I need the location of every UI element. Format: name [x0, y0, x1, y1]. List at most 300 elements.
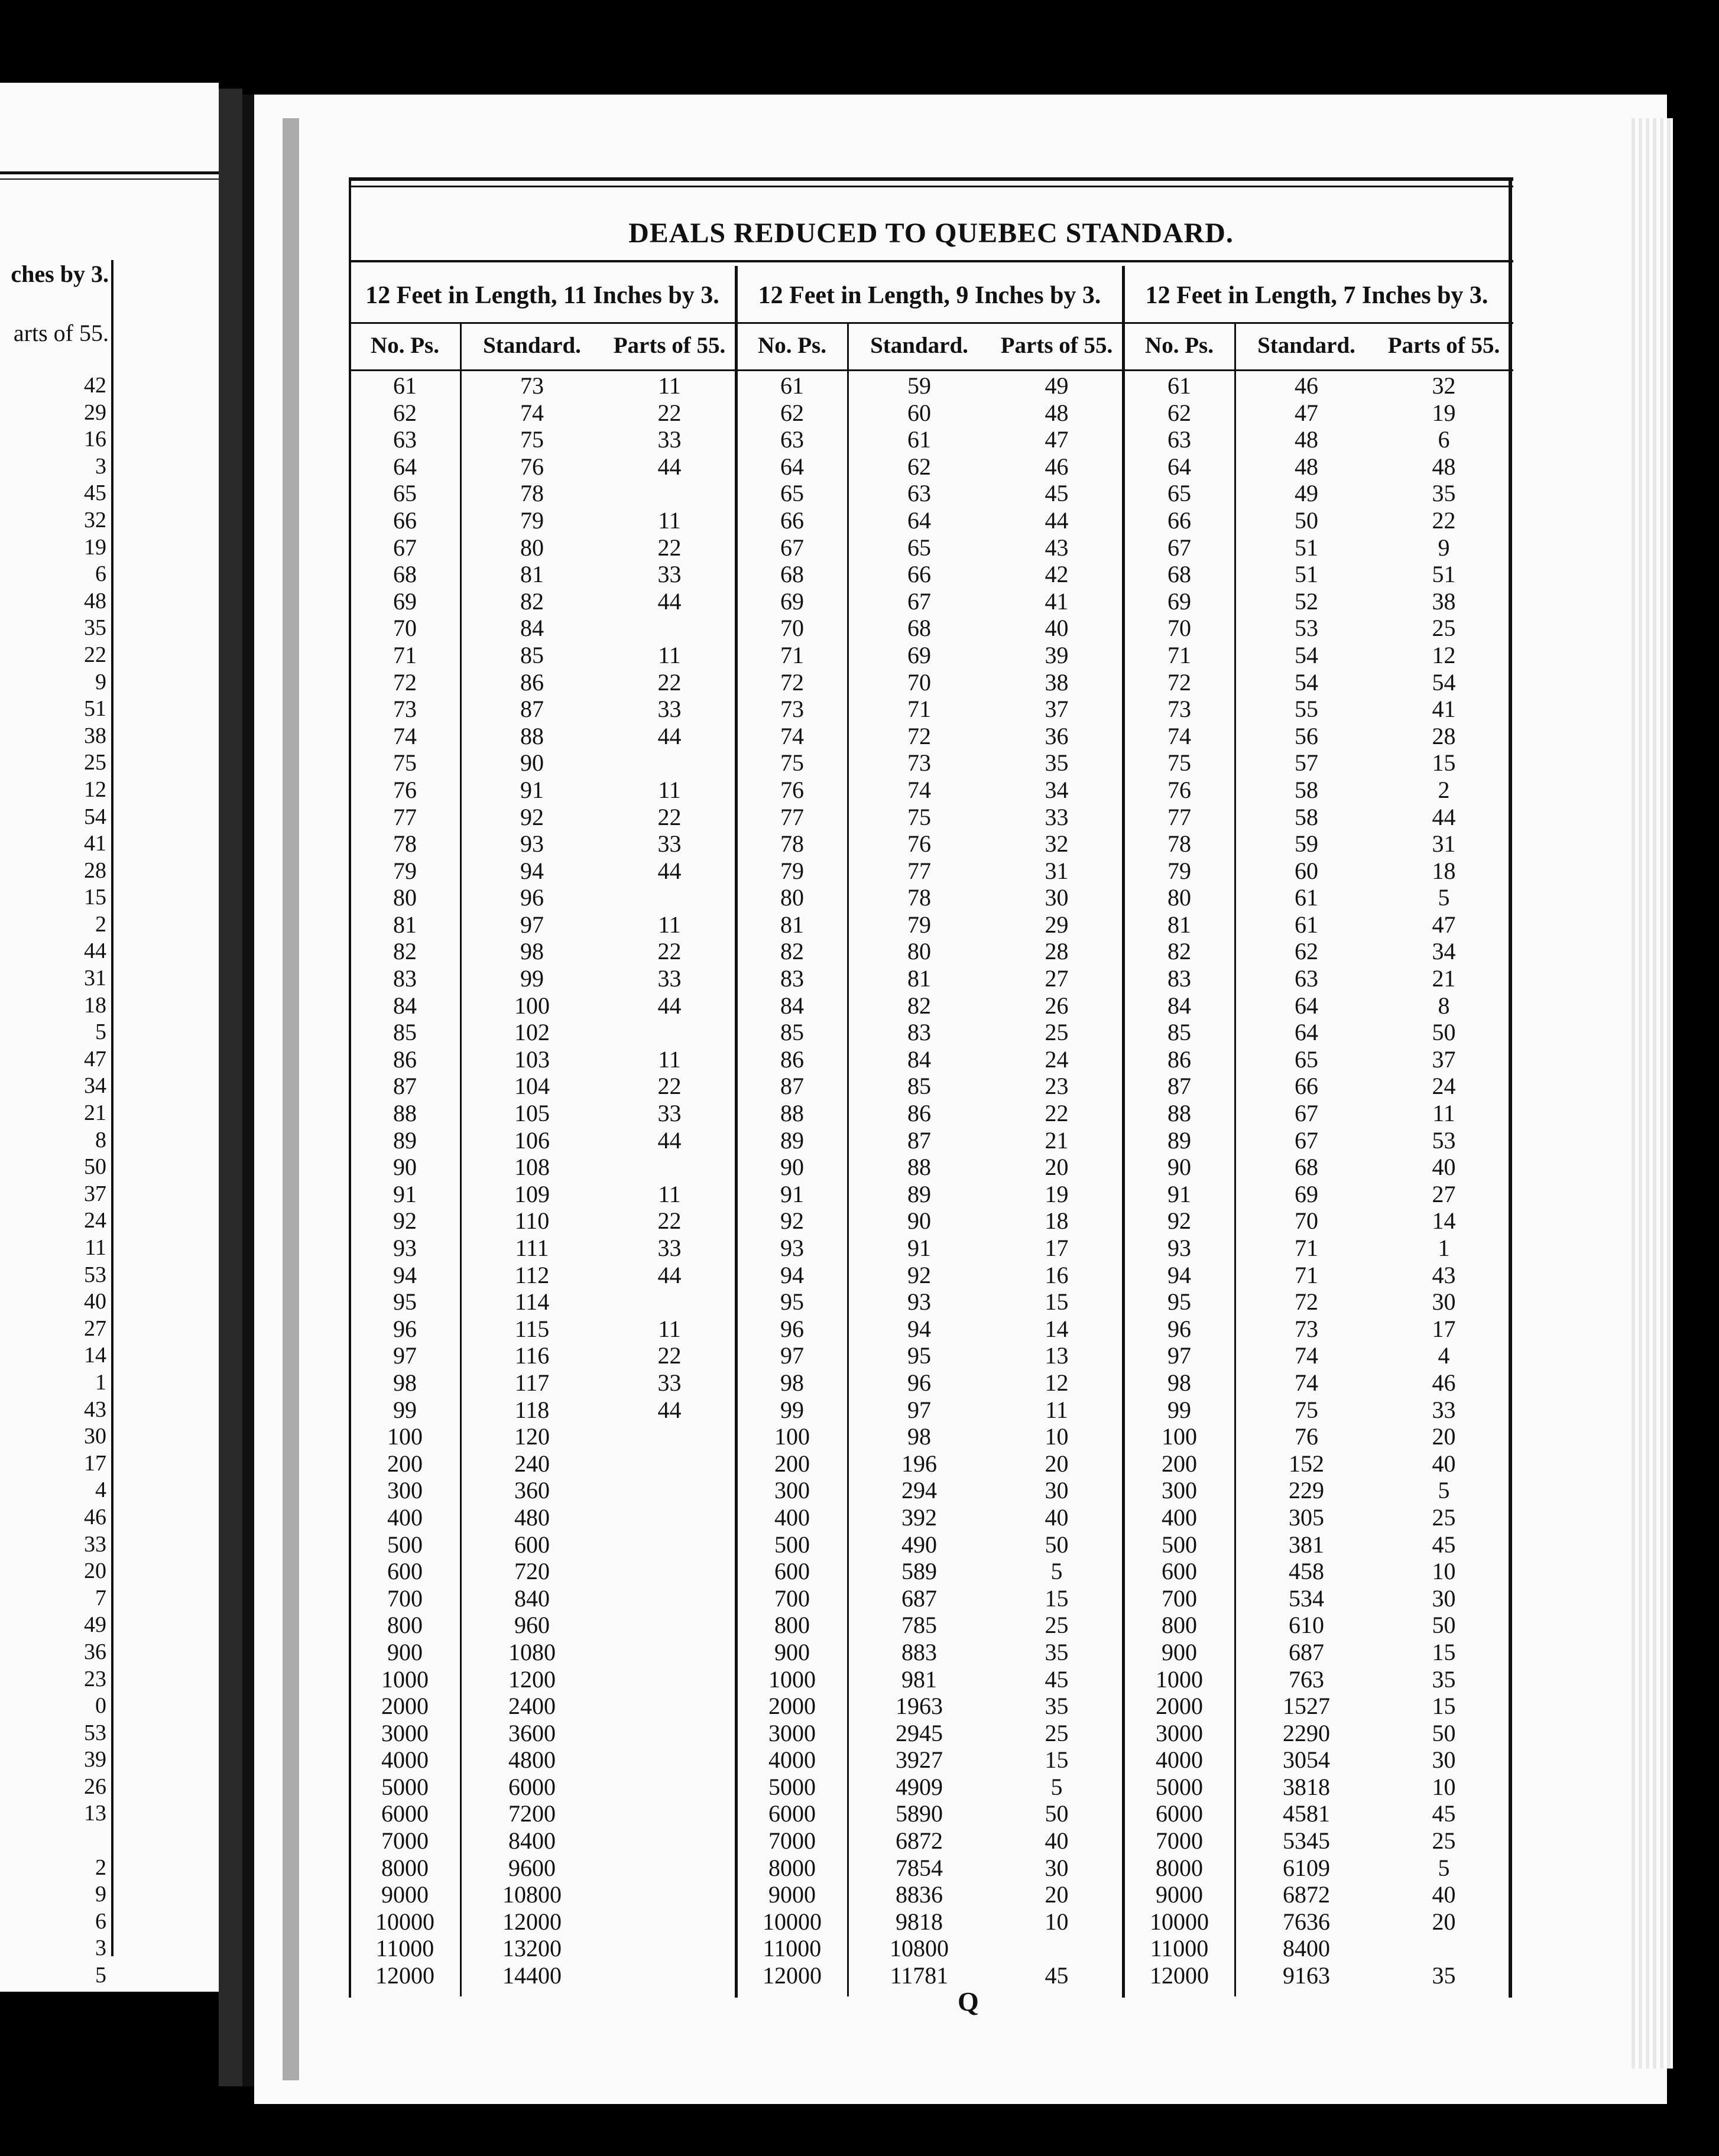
- table-cell: 12000: [1150, 1962, 1209, 1989]
- table-cell: 8400: [1283, 1935, 1330, 1962]
- table-cell: 103: [514, 1045, 550, 1073]
- table-cell: 89: [907, 1180, 931, 1207]
- table-cell: 53: [1432, 1126, 1456, 1154]
- table-cell: 96: [1167, 1315, 1191, 1342]
- left-parts-cell: 3: [95, 1936, 106, 1961]
- table-cell: 50: [1045, 1531, 1069, 1558]
- table-cell: 17: [1045, 1235, 1069, 1261]
- table-cell: 200: [1162, 1450, 1197, 1477]
- left-parts-cell: 40: [84, 1289, 106, 1314]
- table-cell: 720: [514, 1558, 550, 1585]
- table-cell: 381: [1289, 1531, 1324, 1558]
- table-cell: 95: [1167, 1288, 1191, 1316]
- table-cell: 120: [514, 1423, 550, 1450]
- left-parts-cell: 33: [84, 1531, 106, 1557]
- left-parts-cell: 17: [84, 1450, 106, 1476]
- table-cell: [603, 1693, 736, 1720]
- table-cell: 67: [907, 587, 931, 615]
- table-cell: 75: [1167, 749, 1191, 777]
- table-cell: 11781: [890, 1962, 949, 1989]
- table-cell: 5: [1438, 1477, 1450, 1504]
- table-cell: 687: [1289, 1638, 1324, 1665]
- table-cell: 3000: [768, 1719, 816, 1746]
- table-cell: 71: [1167, 641, 1191, 668]
- table-cell: 85: [393, 1019, 417, 1046]
- table-cell: 18: [1045, 1207, 1069, 1235]
- table-cell: 6872: [1283, 1881, 1330, 1908]
- table-cell: 70: [780, 615, 804, 642]
- table-cell: [1377, 1935, 1510, 1962]
- parts-column-1: [603, 372, 736, 1989]
- table-cell: 36: [1045, 722, 1069, 749]
- table-cell: 5345: [1283, 1827, 1330, 1855]
- table-cell: 15: [1045, 1288, 1069, 1316]
- table-cell: 92: [1167, 1207, 1191, 1235]
- table-cell: 152: [1289, 1450, 1324, 1477]
- left-parts-cell: 9: [95, 1882, 106, 1907]
- table-cell: 75: [520, 426, 544, 453]
- table-cell: 92: [780, 1207, 804, 1235]
- table-cell: 8836: [896, 1881, 943, 1908]
- table-cell: 66: [1295, 1073, 1318, 1100]
- table-cell: 12000: [502, 1908, 562, 1935]
- table-cell: 6109: [1283, 1854, 1330, 1881]
- left-parts-cell: 46: [84, 1504, 106, 1530]
- table-cell: [603, 1450, 736, 1478]
- table-cell: 54: [1432, 668, 1456, 696]
- table-cell: 80: [520, 534, 544, 561]
- table-cell: 9600: [508, 1854, 556, 1881]
- table-cell: 1000: [381, 1665, 429, 1693]
- table-cell: 48: [1295, 426, 1318, 453]
- table-cell: 112: [514, 1261, 550, 1288]
- table-cell: 40: [1045, 1504, 1069, 1531]
- table-top-rule: [349, 177, 1513, 181]
- table-cell: 900: [387, 1638, 423, 1665]
- table-cell: 76: [393, 776, 417, 803]
- table-cell: 300: [774, 1477, 810, 1504]
- table-cell: 99: [1167, 1396, 1191, 1423]
- table-cell: 900: [1162, 1638, 1197, 1665]
- table-cell: 85: [1167, 1019, 1191, 1046]
- table-cell: 33: [657, 1100, 682, 1127]
- table-cell: 83: [907, 1019, 931, 1046]
- table-cell: 22: [657, 938, 682, 965]
- table-cell: 86: [907, 1100, 931, 1127]
- table-cell: 22: [657, 399, 682, 426]
- left-parts-cell: 41: [84, 831, 106, 856]
- table-cell: 10000: [1150, 1908, 1209, 1935]
- table-cell: 45: [1045, 1962, 1069, 1989]
- left-parts-cell: 29: [84, 400, 106, 425]
- left-parts-cell: 6: [95, 561, 106, 587]
- col-head-parts-3: Parts of 55.: [1387, 333, 1500, 358]
- left-parts-cell: 28: [84, 858, 106, 883]
- table-cell: 22: [657, 803, 682, 830]
- left-column-heading: arts of 55.: [13, 320, 109, 346]
- left-parts-cell: 9: [95, 669, 106, 694]
- table-cell: 196: [901, 1450, 937, 1477]
- table-cell: 22: [1432, 506, 1456, 534]
- table-cell: [603, 615, 736, 642]
- table-cell: 74: [520, 399, 544, 426]
- left-parts-cell: 7: [95, 1585, 106, 1610]
- title-rule: [349, 260, 1513, 262]
- table-cell: 35: [1432, 1962, 1456, 1989]
- table-cell: 7636: [1283, 1908, 1330, 1935]
- table-cell: [603, 1504, 736, 1531]
- table-cell: 20: [1045, 1881, 1069, 1908]
- left-parts-cell: 20: [84, 1558, 106, 1584]
- table-cell: 39: [1045, 641, 1069, 668]
- table-cell: 86: [520, 668, 544, 696]
- table-cell: 21: [1045, 1126, 1069, 1154]
- table-cell: 87: [1167, 1073, 1191, 1100]
- table-cell: 24: [1432, 1073, 1456, 1100]
- table-cell: 22: [1045, 1100, 1069, 1127]
- table-cell: 2945: [896, 1719, 943, 1746]
- table-cell: 35: [1045, 749, 1069, 777]
- table-cell: 883: [901, 1638, 937, 1665]
- table-cell: 25: [1045, 1719, 1069, 1746]
- table-cell: [603, 1477, 736, 1504]
- table-cell: 7854: [896, 1854, 943, 1881]
- left-parts-cell: 54: [84, 804, 106, 829]
- table-cell: 18: [1432, 857, 1456, 884]
- table-cell: 69: [780, 587, 804, 615]
- table-cell: 93: [780, 1235, 804, 1261]
- left-parts-cell: 4: [95, 1478, 106, 1503]
- table-cell: 40: [1432, 1881, 1456, 1908]
- table-cell: 38: [1045, 668, 1069, 696]
- table-cell: 73: [907, 749, 931, 777]
- table-cell: 88: [1167, 1100, 1191, 1127]
- table-cell: 62: [393, 399, 417, 426]
- table-cell: 1200: [508, 1665, 556, 1693]
- table-cell: 11: [658, 372, 681, 399]
- table-cell: 763: [1289, 1665, 1324, 1693]
- table-cell: 11000: [763, 1935, 822, 1962]
- table-cell: 46: [1045, 453, 1069, 480]
- table-cell: 74: [1167, 722, 1191, 749]
- table-cell: 14: [1045, 1315, 1069, 1342]
- table-cell: 200: [387, 1450, 423, 1477]
- table-cell: 74: [1295, 1342, 1318, 1369]
- table-cell: 43: [1045, 534, 1069, 561]
- table-cell: 74: [780, 722, 804, 749]
- table-cell: 99: [393, 1396, 417, 1423]
- table-cell: 47: [1432, 911, 1456, 938]
- table-cell: 88: [393, 1100, 417, 1127]
- table-cell: 63: [780, 426, 804, 453]
- table-cell: 19: [1045, 1180, 1069, 1207]
- table-cell: 5000: [381, 1773, 429, 1800]
- table-cell: 5000: [1156, 1773, 1203, 1800]
- page-edges: [1632, 118, 1673, 2069]
- table-cell: 71: [1295, 1235, 1318, 1261]
- left-parts-cell: 47: [84, 1046, 106, 1071]
- left-parts-cell: 12: [84, 777, 106, 802]
- table-cell: 20: [1045, 1154, 1069, 1181]
- table-cell: 102: [514, 1019, 550, 1046]
- table-cell: 94: [393, 1261, 417, 1288]
- table-cell: 600: [774, 1558, 810, 1585]
- table-cell: 27: [1045, 965, 1069, 992]
- table-cell: 44: [657, 1261, 682, 1288]
- left-parts-cell: 3: [95, 453, 106, 479]
- table-cell: 5: [1050, 1558, 1063, 1585]
- table-cell: 104: [514, 1073, 550, 1100]
- table-cell: 92: [393, 1207, 417, 1235]
- table-cell: 40: [1045, 1827, 1069, 1855]
- table-cell: 100: [1162, 1423, 1197, 1450]
- table-cell: 40: [1432, 1154, 1456, 1181]
- table-cell: 48: [1295, 453, 1318, 480]
- table-cell: 61: [1167, 372, 1191, 399]
- table-cell: 76: [907, 830, 931, 858]
- col-head-standard-1: Standard.: [483, 333, 581, 358]
- left-parts-cell: 34: [84, 1073, 106, 1099]
- table-cell: 10800: [890, 1935, 949, 1962]
- table-cell: 68: [393, 561, 417, 588]
- table-cell: 78: [1167, 830, 1191, 858]
- left-parts-cell: 37: [84, 1181, 106, 1206]
- table-cell: 97: [393, 1342, 417, 1369]
- table-cell: [603, 1585, 736, 1612]
- table-cell: 66: [907, 561, 931, 588]
- table-cell: 65: [1295, 1045, 1318, 1073]
- table-cell: 13: [1045, 1342, 1069, 1369]
- table-cell: 66: [1167, 506, 1191, 534]
- table-cell: [603, 884, 736, 911]
- table-cell: 62: [907, 453, 931, 480]
- table-cell: 60: [1295, 857, 1318, 884]
- parts-column-3: [1377, 372, 1510, 1989]
- table-cell: 45: [1432, 1800, 1456, 1827]
- table-cell: 98: [780, 1369, 804, 1396]
- table-cell: 490: [901, 1531, 937, 1558]
- table-cell: 300: [1162, 1477, 1197, 1504]
- table-cell: 100: [514, 992, 550, 1019]
- table-cell: 75: [907, 803, 931, 830]
- left-parts-cell: 26: [84, 1774, 106, 1799]
- left-parts-cell: 24: [84, 1208, 106, 1233]
- table-cell: 33: [657, 1235, 682, 1261]
- table-cell: 44: [657, 1396, 682, 1423]
- table-cell: 94: [907, 1315, 931, 1342]
- table-cell: [603, 1666, 736, 1693]
- table-cell: 68: [780, 561, 804, 588]
- table-cell: 500: [774, 1531, 810, 1558]
- table-cell: 35: [1045, 1693, 1069, 1720]
- table-cell: 96: [393, 1315, 417, 1342]
- table-cell: 65: [393, 480, 417, 507]
- table-cell: 44: [657, 992, 682, 1019]
- table-cell: 44: [657, 587, 682, 615]
- table-cell: 22: [657, 1073, 682, 1100]
- table-cell: 79: [520, 506, 544, 534]
- table-cell: 2000: [1156, 1693, 1203, 1720]
- table-cell: 30: [1045, 1854, 1069, 1881]
- left-parts-cell: 0: [95, 1693, 106, 1719]
- nops-column-2: [736, 372, 848, 1989]
- table-cell: 100: [774, 1423, 810, 1450]
- table-cell: 4000: [381, 1746, 429, 1774]
- left-vertical-rule: [111, 260, 113, 1956]
- table-cell: [603, 1855, 736, 1882]
- table-cell: 9000: [381, 1881, 429, 1908]
- table-cell: 91: [780, 1180, 804, 1207]
- table-cell: 105: [514, 1100, 550, 1127]
- table-cell: 900: [774, 1638, 810, 1665]
- table-cell: 10: [1432, 1773, 1456, 1800]
- left-parts-cell: 50: [84, 1154, 106, 1180]
- table-cell: 82: [393, 938, 417, 965]
- table-cell: 15: [1045, 1746, 1069, 1774]
- table-cell: [603, 1612, 736, 1639]
- table-cell: [603, 1019, 736, 1046]
- table-cell: 91: [1167, 1180, 1191, 1207]
- left-parts-cell: 1: [95, 1369, 106, 1395]
- table-cell: 57: [1295, 749, 1318, 777]
- table-cell: 11: [1045, 1396, 1068, 1423]
- table-cell: 83: [1167, 965, 1191, 992]
- standard-column-2: [848, 372, 990, 1989]
- table-cell: 50: [1045, 1800, 1069, 1827]
- table-cell: 38: [1432, 587, 1456, 615]
- table-cell: 800: [774, 1612, 810, 1639]
- table-cell: 88: [907, 1154, 931, 1181]
- table-cell: 360: [514, 1477, 550, 1504]
- table-cell: 60: [907, 399, 931, 426]
- table-cell: 28: [1432, 722, 1456, 749]
- table-cell: 35: [1432, 480, 1456, 507]
- table-cell: 88: [780, 1100, 804, 1127]
- table-cell: 83: [780, 965, 804, 992]
- table-cell: 68: [1295, 1154, 1318, 1181]
- table-cell: 94: [1167, 1261, 1191, 1288]
- table-cell: 33: [657, 696, 682, 723]
- table-cell: 33: [657, 561, 682, 588]
- left-parts-cell: 45: [84, 480, 106, 506]
- table-cell: 6000: [381, 1800, 429, 1827]
- table-cell: 37: [1045, 696, 1069, 723]
- left-parts-cell: 5: [95, 1019, 106, 1045]
- table-cell: 111: [515, 1235, 549, 1261]
- table-cell: 6: [1438, 426, 1450, 453]
- table-cell: 85: [520, 641, 544, 668]
- col-head-standard-3: Standard.: [1257, 333, 1355, 358]
- table-cell: 78: [393, 830, 417, 858]
- table-cell: 64: [1295, 1019, 1318, 1046]
- table-cell: 99: [520, 965, 544, 992]
- table-cell: 25: [1432, 615, 1456, 642]
- table-cell: 114: [514, 1288, 550, 1316]
- left-parts-cell: 44: [84, 939, 106, 964]
- left-parts-cell: 31: [84, 966, 106, 991]
- table-cell: 72: [1295, 1288, 1318, 1316]
- section-heading-11-inches: 12 Feet in Length, 11 Inches by 3.: [365, 282, 719, 309]
- table-cell: 25: [1045, 1019, 1069, 1046]
- table-cell: 6000: [508, 1773, 556, 1800]
- table-cell: 400: [1162, 1504, 1197, 1531]
- table-cell: 3054: [1283, 1746, 1330, 1774]
- table-cell: 600: [387, 1558, 423, 1585]
- table-cell: 72: [393, 668, 417, 696]
- table-cell: 5: [1438, 884, 1450, 911]
- table-cell: 66: [780, 506, 804, 534]
- standard-column-1: [461, 372, 603, 1989]
- table-cell: 93: [907, 1288, 931, 1316]
- table-cell: 8000: [1156, 1854, 1203, 1881]
- table-cell: 64: [907, 506, 931, 534]
- table-cell: 11000: [1150, 1935, 1209, 1962]
- left-parts-cell: 6: [95, 1908, 106, 1934]
- table-cell: 87: [520, 696, 544, 723]
- table-cell: 46: [1295, 372, 1318, 399]
- table-cell: 65: [907, 534, 931, 561]
- table-cell: 45: [1432, 1531, 1456, 1558]
- table-cell: 11: [658, 1180, 681, 1207]
- table-cell: 40: [1432, 1450, 1456, 1477]
- table-cell: 70: [1167, 615, 1191, 642]
- table-cell: 44: [657, 857, 682, 884]
- table-cell: 76: [520, 453, 544, 480]
- table-cell: 6872: [896, 1827, 943, 1855]
- table-cell: 2290: [1283, 1719, 1330, 1746]
- table-cell: 84: [1167, 992, 1191, 1019]
- table-cell: 69: [907, 641, 931, 668]
- table-cell: 610: [1289, 1612, 1324, 1639]
- table-cell: 305: [1289, 1504, 1324, 1531]
- table-cell: 3000: [381, 1719, 429, 1746]
- table-cell: 7000: [381, 1827, 429, 1855]
- table-cell: 294: [901, 1477, 937, 1504]
- table-cell: 62: [780, 399, 804, 426]
- table-cell: 25: [1045, 1612, 1069, 1639]
- table-cell: 22: [657, 1207, 682, 1235]
- table-cell: 3600: [508, 1719, 556, 1746]
- table-cell: 1000: [768, 1665, 816, 1693]
- table-cell: 9818: [896, 1908, 943, 1935]
- table-cell: [603, 1639, 736, 1666]
- table-cell: 33: [657, 426, 682, 453]
- table-cell: 70: [1295, 1207, 1318, 1235]
- table-cell: 92: [907, 1261, 931, 1288]
- left-parts-cell: 25: [84, 750, 106, 775]
- table-cell: 785: [901, 1612, 937, 1639]
- table-cell: 20: [1432, 1908, 1456, 1935]
- table-cell: 3000: [1156, 1719, 1203, 1746]
- table-cell: 50: [1295, 506, 1318, 534]
- table-cell: 22: [657, 668, 682, 696]
- table-cell: 15: [1432, 1693, 1456, 1720]
- table-cell: 2: [1438, 776, 1450, 803]
- table-cell: 4000: [1156, 1746, 1203, 1774]
- table-cell: 3818: [1283, 1773, 1330, 1800]
- table-cell: [603, 1746, 736, 1774]
- table-cell: 61: [780, 372, 804, 399]
- table-cell: 11: [658, 641, 681, 668]
- table-cell: 77: [780, 803, 804, 830]
- table-cell: 59: [1295, 830, 1318, 858]
- table-cell: 118: [514, 1396, 550, 1423]
- table-cell: [603, 1881, 736, 1908]
- table-cell: 55: [1295, 696, 1318, 723]
- table-cell: 59: [907, 372, 931, 399]
- table-cell: 73: [1167, 696, 1191, 723]
- table-cell: 61: [1295, 911, 1318, 938]
